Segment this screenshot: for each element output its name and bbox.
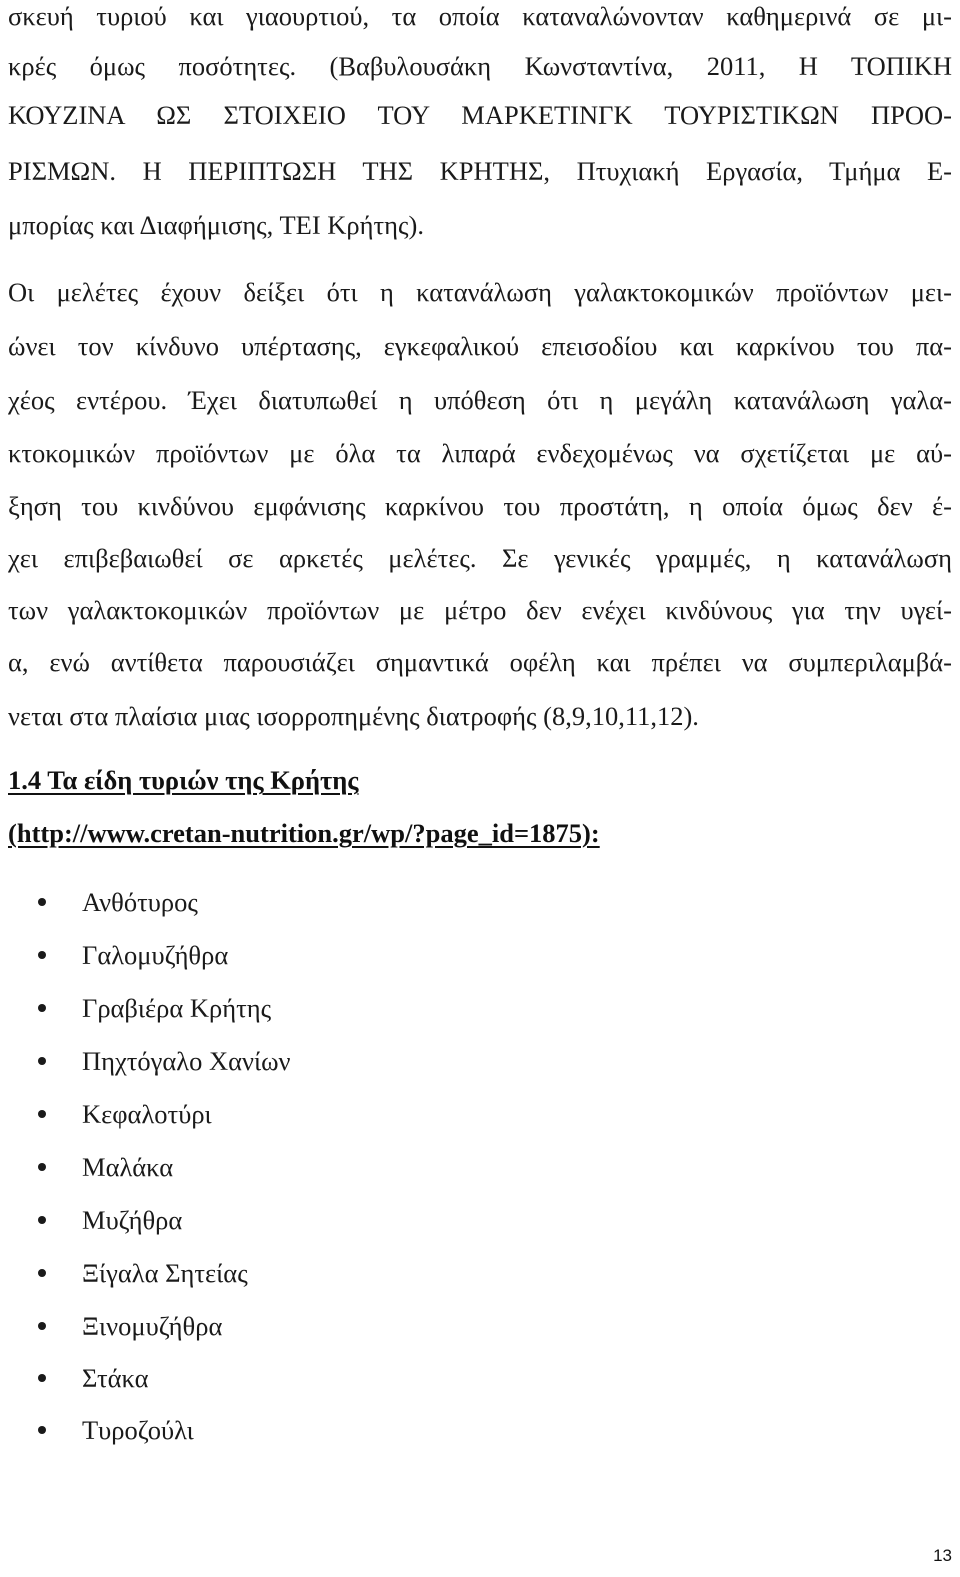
text-line: ώνει τον κίνδυνο υπέρτασης, εγκεφαλικού επεισοδίου και καρκίνου του πα-: [8, 331, 952, 361]
list-item-label: Ξίγαλα Σητείας: [82, 1258, 248, 1288]
list-item-label: Πηχτόγαλο Χανίων: [82, 1046, 291, 1076]
text-line: χει επιβεβαιωθεί σε αρκετές μελέτες. Σε γενικές γραμμές, η κατανάλωση: [8, 543, 952, 573]
text-line: ξηση του κινδύνου εμφάνισης καρκίνου του προστάτη, η οποία όμως δεν έ-: [8, 491, 952, 521]
bullet-icon: [38, 898, 46, 906]
bullet-icon: [38, 1216, 46, 1224]
section-source-link[interactable]: (http://www.cretan-nutrition.gr/wp/?page_id=1875):: [8, 818, 600, 848]
list-item-label: Κεφαλοτύρι: [82, 1099, 212, 1129]
text-line: μπορίας και Διαφήμισης, ΤΕΙ Κρήτης).: [8, 210, 424, 240]
list-item-label: Ξινομυζήθρα: [82, 1311, 223, 1341]
text-line: νεται στα πλαίσια μιας ισορροπημένης διατροφής (8,9,10,11,12).: [8, 701, 699, 731]
text-line: σκευή τυριού και γιαουρτιού, τα οποία καταναλώνονταν καθημερινά σε μι-: [8, 1, 952, 31]
bullet-icon: [38, 1163, 46, 1171]
bullet-icon: [38, 1269, 46, 1277]
text-line: κρές όμως ποσότητες. (Βαβυλουσάκη Κωνσταντίνα, 2011, Η ΤΟΠΙΚΗ: [8, 51, 952, 81]
list-item-label: Τυροζούλι: [82, 1415, 194, 1445]
bullet-icon: [38, 1057, 46, 1065]
text-line: κτοκομικών προϊόντων με όλα τα λιπαρά ενδεχομένως να σχετίζεται με αύ-: [8, 438, 952, 468]
list-item-label: Γαλομυζήθρα: [82, 940, 229, 970]
section-title: 1.4 Τα είδη τυριών της Κρήτης: [8, 765, 359, 795]
text-line: χέος εντέρου. Έχει διατυπωθεί η υπόθεση ότι η μεγάλη κατανάλωση γαλα-: [8, 385, 952, 415]
text-line: ΡΙΣΜΩΝ. Η ΠΕΡΙΠΤΩΣΗ ΤΗΣ ΚΡΗΤΗΣ, Πτυχιακή Εργασία, Τμήμα Ε-: [8, 156, 952, 186]
text-line: α, ενώ αντίθετα παρουσιάζει σημαντικά οφέλη και πρέπει να συμπεριλαμβά-: [8, 647, 952, 677]
list-item-label: Μυζήθρα: [82, 1205, 183, 1235]
list-item-label: Μαλάκα: [82, 1152, 174, 1182]
bullet-icon: [38, 1004, 46, 1012]
bullet-icon: [38, 951, 46, 959]
text-line: Οι μελέτες έχουν δείξει ότι η κατανάλωση γαλακτοκομικών προϊόντων μει-: [8, 277, 952, 307]
bullet-icon: [38, 1374, 46, 1382]
bullet-icon: [38, 1110, 46, 1118]
text-line: ΚΟΥΖΙΝΑ ΩΣ ΣΤΟΙΧΕΙΟ ΤΟΥ ΜΑΡΚΕΤΙΝΓΚ ΤΟΥΡΙΣΤΙΚΩΝ ΠΡΟΟ-: [8, 100, 952, 130]
text-line: των γαλακτοκομικών προϊόντων με μέτρο δεν ενέχει κινδύνους για την υγεί-: [8, 595, 952, 625]
list-item-label: Ανθότυρος: [82, 887, 198, 917]
page-number: 13: [933, 1546, 952, 1565]
list-item-label: Στάκα: [82, 1363, 149, 1393]
list-item-label: Γραβιέρα Κρήτης: [82, 993, 272, 1023]
bullet-icon: [38, 1426, 46, 1434]
bullet-icon: [38, 1322, 46, 1330]
